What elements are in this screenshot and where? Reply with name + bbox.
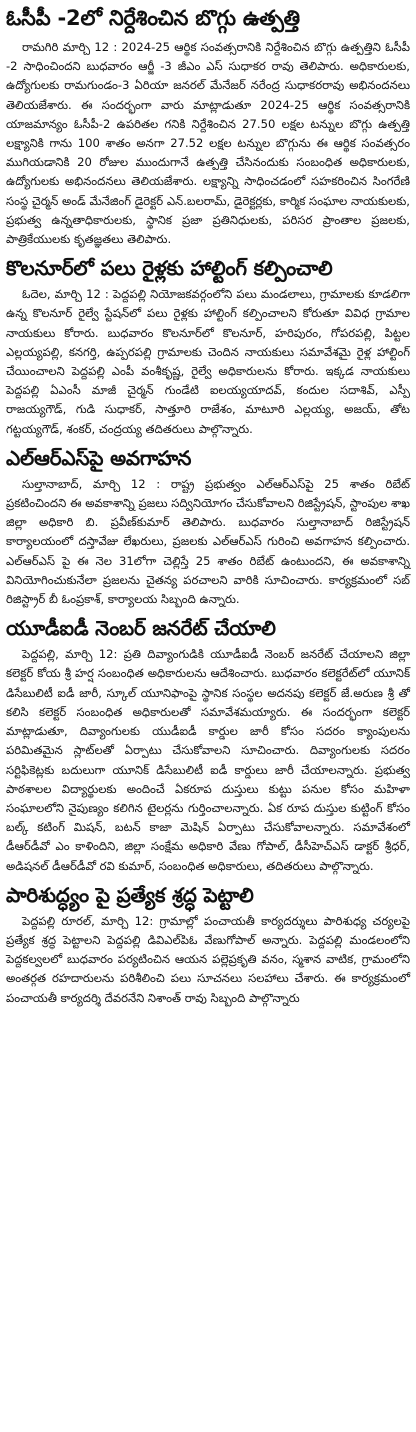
article-udid-number	[6, 615, 410, 875]
article-body: సుల్తానాబాద్, మార్చి 12 : రాష్ట్ర ప్రభుత్వం ఎల్ఆర్ఎస్‌పై 25 శాతం రిబేట్ ప్రకటించిందని ఈ అవకాశాన్ని ప్రజలు సద్వినియోగం చేసుకోవాలని రిజిస్ట్రేషన్, స్టాంపుల శాఖ జిల్లా అధికారి బి. ప్రవీణ్‌కుమార్ తెలిపారు. బుధవారం సుల్తానాబాద్ రిజిస్ట్రేషన్ కార్యాలయంలో దస్తావేజు లేఖరులు, ప్రజలకు ఎల్ఆర్ఎస్ గురించి అవగాహన కల్పించారు. ఎల్ఆర్ఎస్ పై ఈ నెల 31లోగా చెల్లిస్తే 25 శాతం రిబేట్ ఉంటుందని, ఈ అవకాశాన్ని వినియోగించుకునేలా ప్రజలను చైతన్య పరచాలని వారికి సూచించారు. కార్యక్రమంలో సబ్ రిజిస్ట్రార్ బీ ఓంప్రకాశ్, కార్యాలయ సిబ్బంది ఉన్నారు.	[6, 476, 410, 607]
article-body: ఓదెల, మార్చి 12 : పెద్దపల్లి నియోజకవర్గంలోని పలు మండలాలు, గ్రామాలకు కూడలిగా ఉన్న కొలనూర్ రైల్వే స్టేషన్‌లో పలు రైళ్లకు హాల్టింగ్ కల్పించాలని కోరుతూ వివిధ గ్రామాల నాయకులు కోరారు. బుధవారం కొలనూర్‌లో కొలనూర్, హరిపురం, గోపరపల్లి, పిట్టల ఎల్లయ్యపల్లి, కనగర్తి, ఉప్పరపల్లి గ్రామాలకు చెందిన నాయకులు సమావేశమై రైళ్ల హాల్టింగ్ చేయించాలని పెద్దపల్లి ఎంపీ వంశీకృష్ణ, రైల్వే అధికారులను కోరారు. ఇక్కడ నాయకులు పెద్దపల్లి ఏఎంసీ మాజీ చైర్మన్ గుండేటి ఐలయ్యయాదవ్, కందుల సదాశివ్, ఎస్పీ రాజయ్యగౌడ్, గుడి సుధాకర్, సాత్తూరి రాజేశం, మాటూరి ఎల్లయ్య, అజయ్, తోట గట్టయ్యగౌడ్, శంకర్, చంద్రయ్య తదితరులు పాల్గొన్నారు.	[6, 287, 410, 436]
article-kolanur-train-halting	[6, 255, 410, 439]
article-headline: ఓసీపీ -2లో నిర్దేశించిన బొగ్గు ఉత్పత్తి	[6, 6, 300, 30]
article-headline: కొలనూర్‌లో పలు రైళ్లకు హాల్టింగ్ కల్పించాలి	[6, 256, 333, 281]
article-sanitation	[6, 882, 410, 1008]
article-lrs-awareness	[6, 445, 410, 609]
article-body: పెద్దపల్లి, మార్చి 12: ప్రతి దివ్యాంగుడికి యూడీఐడీ నెంబర్ జనరేట్ చేయాలని జిల్లా కలెక్టర్ కోయ శ్రీ హర్ష సంబంధిత అధికారులను ఆదేశించారు. బుధవారం కలెక్టరేట్‌లో యూనిక్ డిసేబులిటీ ఐడీ జారీ, స్కూల్ యూనిఫాంపై స్థానిక సంస్థల అదనపు కలెక్టర్ జే.అరుణ శ్రీ తో కలిసి కలెక్టర్ సంబంధిత అధికారులతో సమావేశమయ్యారు. ఈ సందర్భంగా కలెక్టర్ మాట్లాడుతూ, దివ్యాంగులకు యుడీఐడీ కార్డుల జారీ కోసం సదరం క్యాంపులను పరిమితమైన స్లాట్‌లతో ఏర్పాటు చేసుకోవాలని సూచించారు. దివ్యాంగులకు సదరం సర్టిఫికెట్లకు బదులుగా యూనిక్ డిసేబులిటీ ఐడీ కార్డులు జారీ చేయాలన్నారు. ప్రభుత్వ పాఠశాలల విద్యార్థులకు అందించే ఏకరూప దుస్తులు కుట్టు పనుల కోసం మహిళా సంఘాలలోని నైపుణ్యం కలిగిన టైలర్లను గుర్తించాలన్నారు. ఏక రూప దుస్తుల కుట్టింగ్ కోసం బల్క్ కటింగ్ మిషన్, బటన్ కాజా మెషిన్ ఏర్పాటు చేసుకోవాలన్నారు. సమావేశంలో డీఆర్‌డీవో ఎం కాళిందిని, జిల్లా సంక్షేమ అధికారి వేణు గోపాల్, డీసీహెచ్ఎస్ డాక్టర్ శ్రీధర్, అడిషనల్ డీఆర్‌డీవో రవి కుమార్, సంబంధిత అధికారులు, తదితరులు పాల్గొన్నారు.	[6, 647, 410, 873]
article-coal-production	[6, 4, 410, 249]
article-headline: ఎల్ఆర్ఎస్‌పై అవగాహన	[6, 445, 192, 470]
article-body: పెద్దపల్లి రూరల్, మార్చి 12: గ్రామాల్లో పంచాయతీ కార్యదర్శులు పారిశుధ్య చర్యలపై ప్రత్యేక శ్రద్ధ పెట్టాలని పెద్దపల్లి డివిఎల్‌పిఓ వేణుగోపాల్ అన్నారు. పెద్దపల్లి మండలంలోని పెద్దకల్వలలో బుధవారం పర్యటించిన ఆయన పల్లెప్రకృతి వనం, స్మశాన వాటిక, గ్రామంలోని అంతర్గత రహదారులను పరిశీలించి పలు సూచనలు సలహాలు చేశారు. ఈ కార్యక్రమంలో పంచాయతీ కార్యదర్శి దేవరనేని నిశాంత్ రావు సిబ్బంది పాల్గొన్నారు	[6, 913, 410, 1005]
article-body: రామగిరి మార్చి 12 : 2024-25 ఆర్థిక సంవత్సరానికి నిర్దేశించిన బొగ్గు ఉత్పత్తిని ఓసీపీ -2 సాధించిందని బుధవారం ఆర్జీ -3 జీఎం ఎస్ సుధాకర రావు తెలిపారు. అధికారులకు, ఉద్యోగులకు రామగుండం-3 ఏరియా జనరల్ మేనేజర్ నరేంద్ర సుధాకరరావు అభినందనలు తెలియజేశారు. ఈ సందర్భంగా వారు మాట్లాడుతూ 2024-25 ఆర్థిక సంవత్సరానికి యాజమాన్యం ఓసీపీ-2 ఉపరితల గనికి నిర్దేశించిన 27.50 లక్షల టన్నుల బొగ్గు ఉత్పత్తి లక్ష్యానికి గాను 100 శాతం అనగా 27.52 లక్షల టన్నుల బొగ్గును ఈ ఆర్థిక సంవత్సరం ముగియడానికి 20 రోజుల ముందుగానే ఉత్పత్తి చేసినందుకు సంబంధిత అధికారులకు, ఉద్యోగులకు అభినందనలు తెలియజేశారు. లక్ష్యాన్ని సాధించడంలో సహకరించిన సింగరేణి సంస్థ చైర్మన్ అండ్ మేనేజింగ్ డైరెక్టర్ ఎన్.బలరామ్, డైరెక్టర్లకు, కార్మిక సంఘాల నాయకులకు, ప్రభుత్వ ఉన్నతాధికారులకు, స్థానిక ప్రజా ప్రతినిధులకు, పరిసర ప్రాంతాల ప్రజలకు, పాత్రికేయులకు కృతజ్ఞతలు తెలిపారు.	[6, 40, 410, 247]
article-headline: పారిశుద్ధ్యం పై ప్రత్యేక శ్రద్ధ పెట్టాలి	[6, 882, 254, 907]
article-headline: యూడీఐడీ నెంబర్ జనరేట్ చేయాలి	[6, 616, 276, 641]
